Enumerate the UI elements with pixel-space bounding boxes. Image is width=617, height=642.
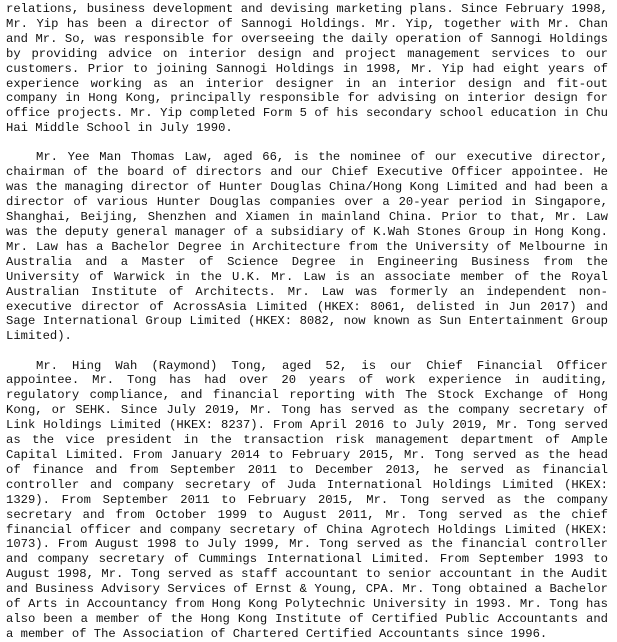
document-page (6, 2, 608, 642)
paragraph-yip-continued: relations, business development and devising marketing plans. Since February 1998, Mr. Yip has been a director of Sannogi Holdings. Mr. Yip, together with Mr. Chan and Mr. So, was responsible for overseeing the daily operation of Sannogi Holdings by providing advice on interior design and project management services to our customers. Prior to joining Sannogi Holdings in 1998, Mr. Yip had eight years of experience working as an interior designer in an interior design and fit-out company in Hong Kong, principally responsible for advising on interior design for office projects. Mr. Yip completed Form 5 of his secondary school education in Chu Hai Middle School in July 1990. (6, 2, 608, 136)
paragraph-law-bio: Mr. Yee Man Thomas Law, aged 66, is the nominee of our executive director, chairman of the board of directors and our Chief Executive Officer appointee. He was the managing director of Hunter Douglas China/Hong Kong Limited and had been a director of various Hunter Douglas companies over a 20-year period in Singapore, Shanghai, Beijing, Shenzhen and Xiamen in mainland China. Prior to that, Mr. Law was the deputy general manager of a subsidiary of K.Wah Stones Group in Hong Kong. Mr. Law has a Bachelor Degree in Architecture from the University of Melbourne in Australia and a Master of Science Degree in Engineering Business from the University of Warwick in the U.K. Mr. Law is an associate member of the Royal Australian Institute of Architects. Mr. Law was formerly an independent non-executive director of AcrossAsia Limited (HKEX: 8061, delisted in Jun 2017) and Sage International Group Limited (HKEX: 8082, now known as Sun Entertainment Group Limited). (6, 150, 608, 344)
paragraph-tong-bio: Mr. Hing Wah (Raymond) Tong, aged 52, is our Chief Financial Officer appointee. Mr. Tong has had over 20 years of work experience in auditing, regulatory compliance, and financial reporting with The Stock Exchange of Hong Kong, or SEHK. Since July 2019, Mr. Tong has served as the company secretary of Link Holdings Limited (HKEX: 8237). From April 2016 to July 2019, Mr. Tong served as the vice president in the transaction risk management department of Ample Capital Limited. From January 2014 to February 2015, Mr. Tong served as the head of finance and from September 2011 to December 2013, he served as financial controller and company secretary of Juda International Holdings Limited (HKEX: 1329). From September 2011 to February 2015, Mr. Tong served as the company secretary and from October 1999 to August 2011, Mr. Tong served as the chief financial officer and company secretary of China Agrotech Holdings Limited (HKEX: 1073). From August 1998 to July 1999, Mr. Tong served as the financial controller and company secretary of Cummings International Limited. From September 1993 to August 1998, Mr. Tong served as staff accountant to senior accountant in the Audit and Business Advisory Services of Ernst & Young, CPA. Mr. Tong obtained a Bachelor of Arts in Accountancy from Hong Kong Polytechnic University in 1993. Mr. Tong has also been a member of the Hong Kong Institute of Certified Public Accountants and a member of The Association of Chartered Certified Accountants since 1996. (6, 358, 608, 641)
